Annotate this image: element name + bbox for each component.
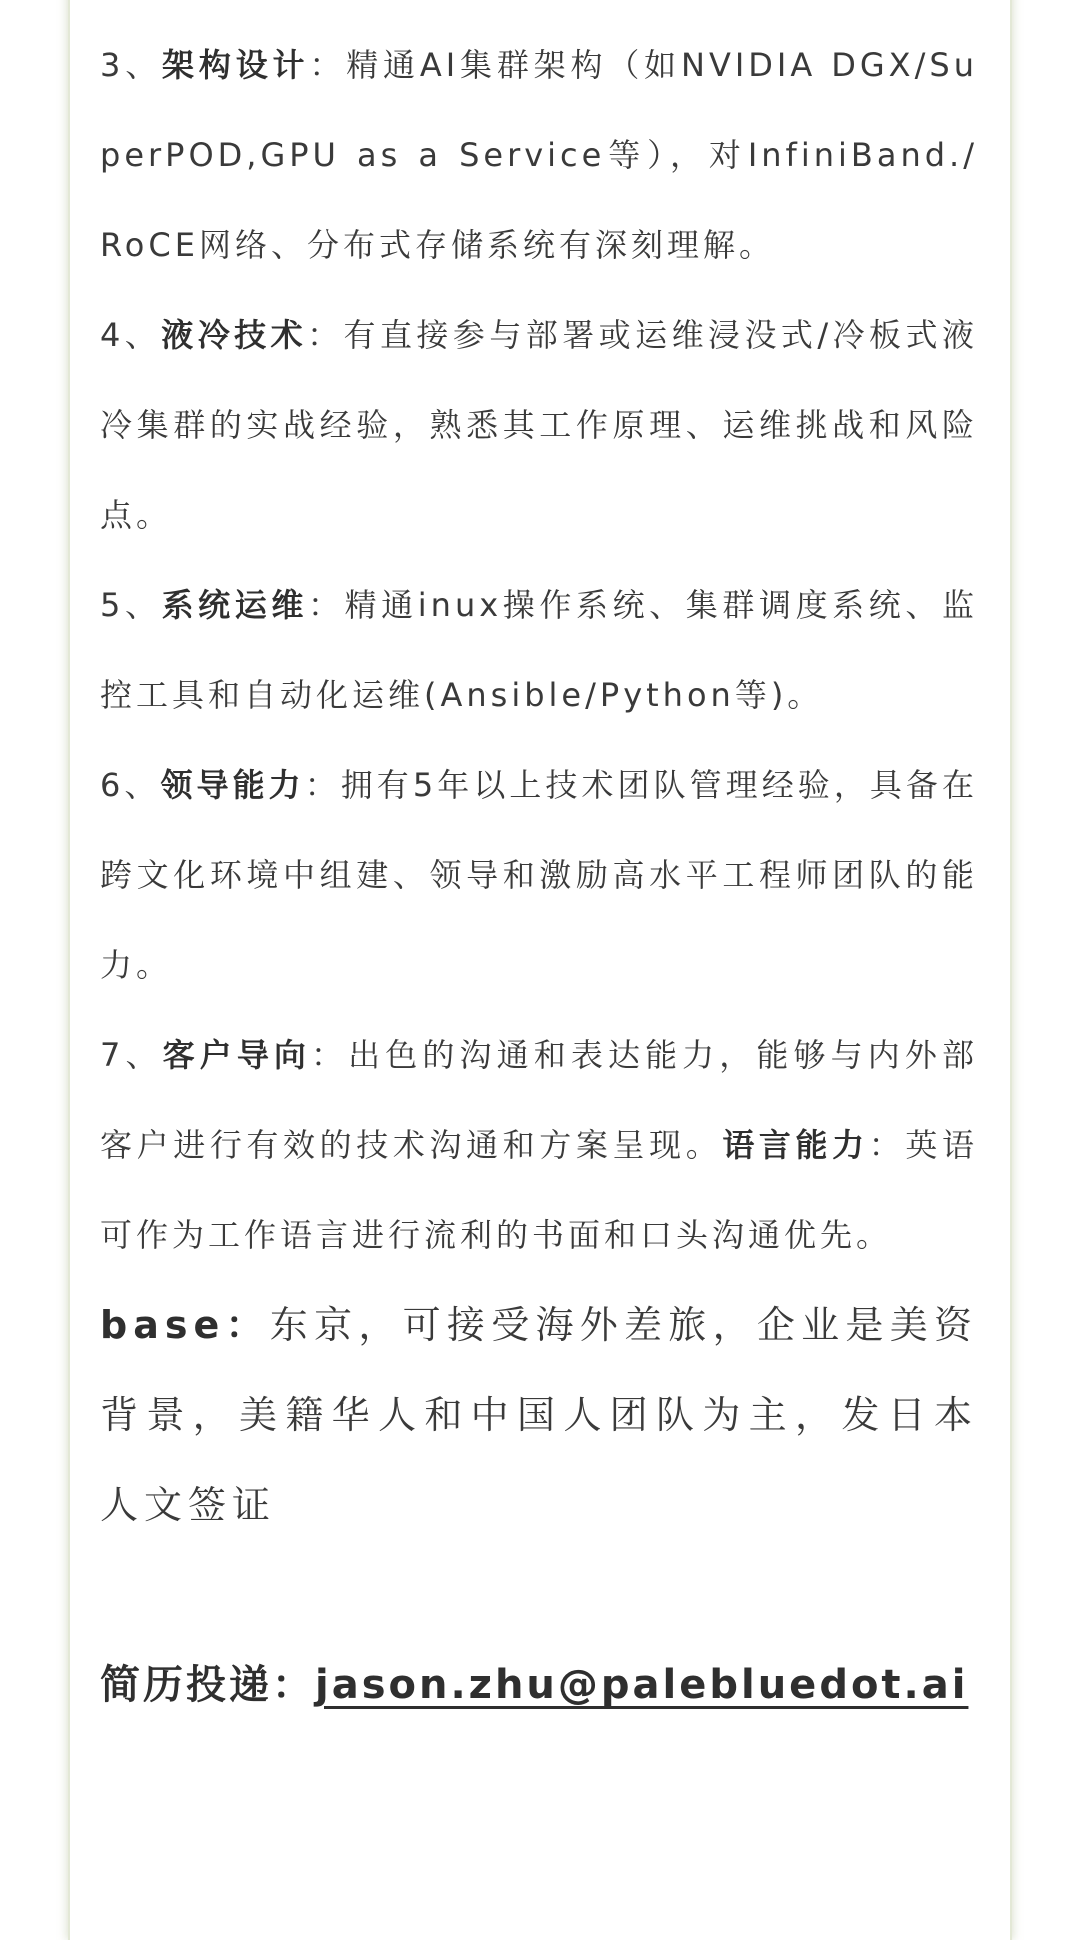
item-title-language: 语言能力 bbox=[722, 1126, 869, 1164]
item-colon: ： bbox=[307, 586, 345, 624]
item-colon: ： bbox=[309, 46, 347, 84]
item-text: 精通AI集群架构（如NVIDIA DGX/SuperPOD,GPU as a Service等），对InfiniBand./RoCE网络、分布式存储系统有深刻理解。 bbox=[100, 46, 978, 264]
item-colon: ： bbox=[868, 1126, 906, 1164]
requirement-item-3 bbox=[100, 20, 978, 290]
base-label: base： bbox=[100, 1303, 270, 1347]
resume-email-link[interactable]: jason.zhu@palebluedot.ai bbox=[315, 1662, 969, 1708]
item-text: 有直接参与部署或运维浸没式/冷板式液冷集群的实战经验，熟悉其工作原理、运维挑战和风险点。 bbox=[100, 316, 978, 534]
item-number: 3、 bbox=[100, 46, 163, 84]
requirement-item-4 bbox=[100, 290, 978, 560]
resume-label: 简历投递： bbox=[100, 1662, 315, 1708]
job-requirements-section bbox=[100, 20, 978, 1730]
requirement-item-5 bbox=[100, 560, 978, 740]
item-text-language: 英语可作为工作语言进行流利的书面和口头沟通优先。 bbox=[100, 1126, 978, 1254]
item-number: 5、 bbox=[100, 586, 162, 624]
item-number: 4、 bbox=[100, 316, 162, 354]
item-text: 出色的沟通和表达能力，能够与内外部客户进行有效的技术沟通和方案呈现。 bbox=[100, 1036, 978, 1164]
requirement-item-6 bbox=[100, 740, 978, 1010]
item-colon: ： bbox=[307, 316, 344, 354]
item-colon: ： bbox=[311, 1036, 349, 1074]
item-title: 领导能力 bbox=[160, 766, 305, 804]
item-text: 精通inux操作系统、集群调度系统、监控工具和自动化运维(Ansible/Python等)。 bbox=[100, 586, 978, 714]
item-title: 架构设计 bbox=[162, 46, 310, 84]
base-location bbox=[100, 1280, 978, 1550]
item-text: 拥有5年以上技术团队管理经验，具备在跨文化环境中组建、领导和激励高水平工程师团队的能力。 bbox=[100, 766, 978, 984]
item-title: 液冷技术 bbox=[161, 316, 308, 354]
item-colon: ： bbox=[304, 766, 341, 804]
item-number: 6、 bbox=[100, 766, 161, 804]
requirement-item-7 bbox=[100, 1010, 978, 1280]
item-title: 系统运维 bbox=[161, 586, 308, 624]
item-title: 客户导向 bbox=[162, 1036, 312, 1074]
item-number: 7、 bbox=[100, 1036, 163, 1074]
resume-submission bbox=[100, 1640, 978, 1730]
base-text: 东京，可接受海外差旅，企业是美资背景，美籍华人和中国人团队为主，发日本人文签证 bbox=[100, 1303, 978, 1527]
